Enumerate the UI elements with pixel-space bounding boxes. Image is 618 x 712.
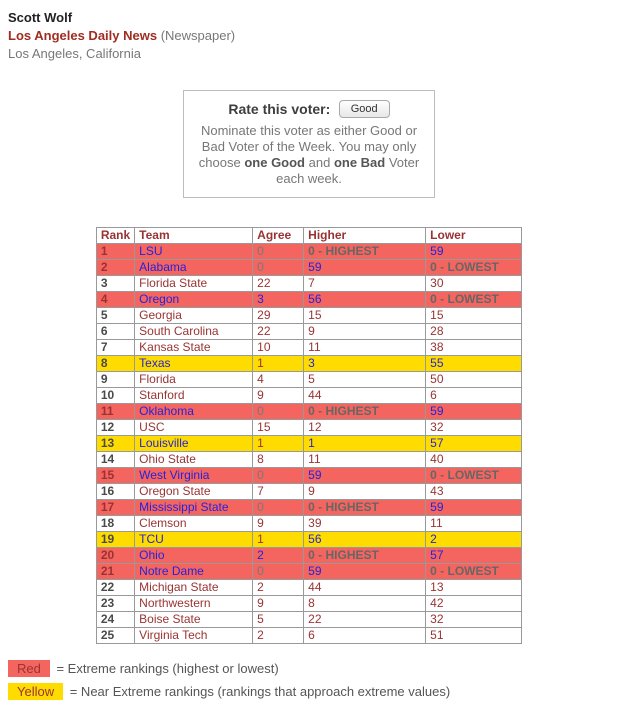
agree-cell: 22 <box>253 276 304 292</box>
lower-cell: 0 - LOWEST <box>426 292 522 308</box>
higher-cell[interactable]: 1 <box>304 436 426 452</box>
lower-cell[interactable]: 55 <box>426 356 522 372</box>
table-row <box>96 340 521 356</box>
lower-cell: 32 <box>426 420 522 436</box>
higher-cell[interactable]: 56 <box>304 532 426 548</box>
team-cell: Boise State <box>135 612 253 628</box>
table-header-row <box>96 228 521 244</box>
rank-cell: 8 <box>96 356 134 372</box>
team-cell[interactable]: TCU <box>135 532 253 548</box>
voter-location: Los Angeles, California <box>8 46 141 61</box>
voter-name: Scott Wolf <box>8 10 73 25</box>
rank-cell: 1 <box>96 244 134 260</box>
higher-cell: 0 - HIGHEST <box>304 500 426 516</box>
higher-cell: 15 <box>304 308 426 324</box>
legend-swatch-red: Red <box>8 660 50 677</box>
lower-cell[interactable]: 2 <box>426 532 522 548</box>
team-cell[interactable]: Oregon <box>135 292 253 308</box>
higher-cell: 9 <box>304 484 426 500</box>
rank-cell: 22 <box>96 580 134 596</box>
rank-cell: 4 <box>96 292 134 308</box>
higher-cell: 22 <box>304 612 426 628</box>
agree-cell: 15 <box>253 420 304 436</box>
team-cell: Northwestern <box>135 596 253 612</box>
rank-cell: 25 <box>96 628 134 644</box>
rate-good-button[interactable]: Good <box>339 100 390 118</box>
agree-cell[interactable]: 3 <box>253 292 304 308</box>
higher-cell: 39 <box>304 516 426 532</box>
higher-cell: 6 <box>304 628 426 644</box>
higher-cell[interactable]: 59 <box>304 260 426 276</box>
rank-cell: 16 <box>96 484 134 500</box>
table-row <box>96 292 521 308</box>
legend-row <box>8 683 618 700</box>
team-cell[interactable]: Ohio <box>135 548 253 564</box>
table-row <box>96 596 521 612</box>
higher-cell: 8 <box>304 596 426 612</box>
column-header-lower: Lower <box>426 228 522 244</box>
lower-cell: 0 - LOWEST <box>426 468 522 484</box>
team-cell: Ohio State <box>135 452 253 468</box>
team-cell: Florida State <box>135 276 253 292</box>
rank-cell: 19 <box>96 532 134 548</box>
team-cell[interactable]: LSU <box>135 244 253 260</box>
higher-cell: 5 <box>304 372 426 388</box>
lower-cell[interactable]: 57 <box>426 548 522 564</box>
higher-cell: 44 <box>304 388 426 404</box>
higher-cell: 11 <box>304 340 426 356</box>
table-row <box>96 500 521 516</box>
team-cell: Oregon State <box>135 484 253 500</box>
table-row <box>96 388 521 404</box>
lower-cell: 43 <box>426 484 522 500</box>
agree-cell: 10 <box>253 340 304 356</box>
column-header-team: Team <box>135 228 253 244</box>
table-row <box>96 356 521 372</box>
rank-cell: 20 <box>96 548 134 564</box>
higher-cell: 11 <box>304 452 426 468</box>
table-row <box>96 372 521 388</box>
lower-cell: 51 <box>426 628 522 644</box>
agree-cell: 2 <box>253 628 304 644</box>
rank-cell: 2 <box>96 260 134 276</box>
team-cell: Michigan State <box>135 580 253 596</box>
agree-cell: 0 <box>253 244 304 260</box>
table-row <box>96 436 521 452</box>
legend-swatch-yellow: Yellow <box>8 683 63 700</box>
rank-cell: 3 <box>96 276 134 292</box>
team-cell: USC <box>135 420 253 436</box>
higher-cell: 0 - HIGHEST <box>304 548 426 564</box>
lower-cell: 32 <box>426 612 522 628</box>
rank-cell: 15 <box>96 468 134 484</box>
agree-cell: 1 <box>253 436 304 452</box>
rank-cell: 5 <box>96 308 134 324</box>
team-cell[interactable]: Louisville <box>135 436 253 452</box>
higher-cell[interactable]: 59 <box>304 564 426 580</box>
higher-cell: 44 <box>304 580 426 596</box>
rank-cell: 14 <box>96 452 134 468</box>
rank-cell: 9 <box>96 372 134 388</box>
column-header-higher: Higher <box>304 228 426 244</box>
lower-cell: 38 <box>426 340 522 356</box>
rank-cell: 24 <box>96 612 134 628</box>
rank-cell: 13 <box>96 436 134 452</box>
agree-cell: 4 <box>253 372 304 388</box>
rank-cell: 7 <box>96 340 134 356</box>
lower-cell[interactable]: 59 <box>426 500 522 516</box>
rank-cell: 23 <box>96 596 134 612</box>
higher-cell[interactable]: 3 <box>304 356 426 372</box>
higher-cell[interactable]: 59 <box>304 468 426 484</box>
table-row <box>96 532 521 548</box>
table-row <box>96 452 521 468</box>
rank-cell: 6 <box>96 324 134 340</box>
higher-cell: 9 <box>304 324 426 340</box>
table-row <box>96 276 521 292</box>
team-cell: South Carolina <box>135 324 253 340</box>
lower-cell: 40 <box>426 452 522 468</box>
rate-voter-line <box>192 100 426 118</box>
voter-affiliation <box>8 27 618 45</box>
table-row <box>96 516 521 532</box>
affiliation-link[interactable]: Los Angeles Daily News <box>8 28 158 43</box>
higher-cell: 0 - HIGHEST <box>304 404 426 420</box>
rate-voter-box <box>183 90 435 198</box>
legend-text: = Near Extreme rankings (rankings that approach extreme values) <box>66 684 451 700</box>
team-cell[interactable]: West Virginia <box>135 468 253 484</box>
agree-cell: 7 <box>253 484 304 500</box>
legend-text: = Extreme rankings (highest or lowest) <box>52 661 279 677</box>
rank-cell: 21 <box>96 564 134 580</box>
agree-cell: 2 <box>253 580 304 596</box>
rank-cell: 11 <box>96 404 134 420</box>
lower-cell[interactable]: 59 <box>426 404 522 420</box>
table-row <box>96 324 521 340</box>
lower-cell[interactable]: 59 <box>426 244 522 260</box>
column-header-agree: Agree <box>253 228 304 244</box>
table-row <box>96 628 521 644</box>
lower-cell: 0 - LOWEST <box>426 260 522 276</box>
lower-cell: 0 - LOWEST <box>426 564 522 580</box>
team-cell[interactable]: Alabama <box>135 260 253 276</box>
lower-cell[interactable]: 57 <box>426 436 522 452</box>
rank-cell: 10 <box>96 388 134 404</box>
higher-cell: 7 <box>304 276 426 292</box>
agree-cell: 5 <box>253 612 304 628</box>
agree-cell: 22 <box>253 324 304 340</box>
affiliation-type-label: (Newspaper) <box>160 28 236 43</box>
table-row <box>96 468 521 484</box>
team-cell[interactable]: Oklahoma <box>135 404 253 420</box>
column-header-rank: Rank <box>96 228 134 244</box>
voter-header <box>0 0 618 63</box>
team-cell: Kansas State <box>135 340 253 356</box>
rankings-table <box>96 227 522 644</box>
rank-cell: 17 <box>96 500 134 516</box>
table-row <box>96 612 521 628</box>
team-cell: Stanford <box>135 388 253 404</box>
team-cell[interactable]: Texas <box>135 356 253 372</box>
agree-cell: 9 <box>253 516 304 532</box>
table-row <box>96 308 521 324</box>
team-cell: Florida <box>135 372 253 388</box>
agree-cell: 29 <box>253 308 304 324</box>
legend-row <box>8 660 618 677</box>
agree-cell: 0 <box>253 468 304 484</box>
agree-cell: 8 <box>253 452 304 468</box>
table-row <box>96 484 521 500</box>
higher-cell: 0 - HIGHEST <box>304 244 426 260</box>
team-cell[interactable]: Mississippi State <box>135 500 253 516</box>
rank-cell: 18 <box>96 516 134 532</box>
agree-cell: 9 <box>253 388 304 404</box>
agree-cell: 0 <box>253 500 304 516</box>
lower-cell: 30 <box>426 276 522 292</box>
agree-cell: 9 <box>253 596 304 612</box>
team-cell[interactable]: Notre Dame <box>135 564 253 580</box>
table-row <box>96 244 521 260</box>
higher-cell: 12 <box>304 420 426 436</box>
agree-cell[interactable]: 2 <box>253 548 304 564</box>
agree-cell: 1 <box>253 532 304 548</box>
lower-cell: 11 <box>426 516 522 532</box>
rate-voter-description: Nominate this voter as either Good or Bad Voter of the Week. You may only choose one Good and one Bad Voter each week. <box>198 123 420 187</box>
table-row <box>96 548 521 564</box>
agree-cell: 1 <box>253 356 304 372</box>
table-row <box>96 404 521 420</box>
agree-cell: 0 <box>253 564 304 580</box>
table-row <box>96 564 521 580</box>
lower-cell: 15 <box>426 308 522 324</box>
agree-cell: 0 <box>253 404 304 420</box>
higher-cell[interactable]: 56 <box>304 292 426 308</box>
table-row <box>96 420 521 436</box>
rate-voter-label: Rate this voter: <box>228 101 331 117</box>
lower-cell: 13 <box>426 580 522 596</box>
lower-cell: 6 <box>426 388 522 404</box>
table-row <box>96 580 521 596</box>
team-cell: Georgia <box>135 308 253 324</box>
lower-cell: 50 <box>426 372 522 388</box>
table-row <box>96 260 521 276</box>
team-cell: Clemson <box>135 516 253 532</box>
lower-cell: 28 <box>426 324 522 340</box>
rank-cell: 12 <box>96 420 134 436</box>
agree-cell: 0 <box>253 260 304 276</box>
legend <box>8 660 618 700</box>
lower-cell: 42 <box>426 596 522 612</box>
team-cell: Virginia Tech <box>135 628 253 644</box>
